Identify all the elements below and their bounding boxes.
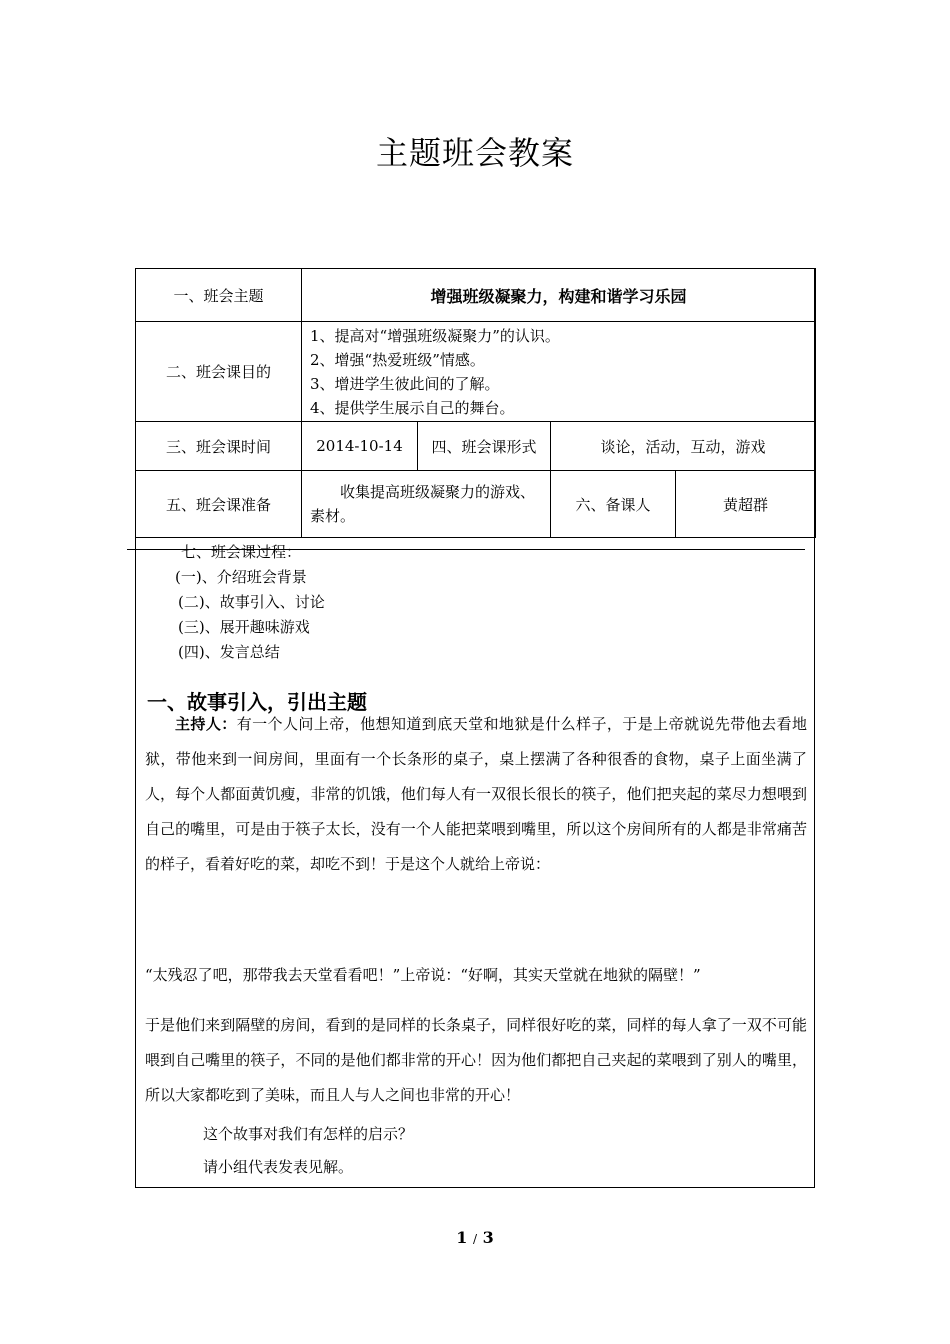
form-label: 四、班会课形式 (418, 422, 551, 471)
goals-list (302, 322, 816, 422)
prep-label: 五、班会课准备 (136, 471, 302, 538)
process-step: (二)、故事引入、讨论 (178, 593, 325, 611)
section-heading: 一、故事引入，引出主题 (147, 690, 367, 714)
theme-label: 一、班会主题 (136, 269, 302, 322)
theme-value: 增强班级凝聚力，构建和谐学习乐园 (302, 269, 816, 322)
story-paragraph-1 (145, 707, 807, 882)
table-row (136, 269, 816, 322)
total-pages: 3 (482, 1228, 494, 1247)
process-step: (一)、介绍班会背景 (175, 568, 307, 586)
lesson-info-table (135, 268, 816, 538)
goal-item: 2、增强“热爱班级”情感。 (310, 350, 485, 369)
table-row (136, 322, 816, 422)
page-title: 主题班会教案 (375, 134, 574, 172)
current-page: 1 (456, 1228, 468, 1247)
goals-label: 二、班会课目的 (136, 322, 302, 422)
process-step: (三)、展开趣味游戏 (178, 618, 310, 636)
story-text-1: 有一个人问上帝，他想知道到底天堂和地狱是什么样子，于是上帝就说先带他去看地狱，带他来到一间房间，里面有一个长条形的桌子，桌上摆满了各种很香的食物，桌子上面坐满了人，每个人都面黄饥瘦，非常的饥饿，他们每人有一双很长很长的筷子，他们把夹起的菜尽力想喂到自己的嘴里，可是由于筷子太长，没有一个人能把菜喂到嘴里，所以这个房间所有的人都是非常痛苦的样子，看着好吃的菜，却吃不到！于是这个人就给上帝说： (145, 715, 807, 873)
author-label: 六、备课人 (551, 471, 676, 538)
table-row (136, 422, 816, 471)
form-value: 谈论，活动，互动，游戏 (551, 422, 816, 471)
process-heading: 七、班会课过程： (181, 543, 302, 561)
process-section (175, 540, 325, 665)
goal-item: 4、提供学生展示自己的舞台。 (310, 398, 515, 417)
goal-item: 1、提高对“增强班级凝聚力”的认识。 (310, 326, 560, 345)
table-row (136, 471, 816, 538)
question-1: 这个故事对我们有怎样的启示？ (203, 1125, 414, 1143)
page-number (0, 1228, 950, 1247)
host-label: 主持人： (175, 715, 237, 733)
process-step: (四)、发言总结 (178, 643, 280, 661)
quote-line: “太残忍了吧，那带我去天堂看看吧！”上帝说：“好啊，其实天堂就在地狱的隔壁！” (145, 966, 701, 984)
question-2: 请小组代表发表见解。 (203, 1158, 354, 1176)
time-label: 三、班会课时间 (136, 422, 302, 471)
story-paragraph-2: 于是他们来到隔壁的房间，看到的是同样的长条桌子，同样很好吃的菜，同样的每人拿了一双不可能喂到自己嘴里的筷子，不同的是他们都非常的开心！因为他们都把自己夹起的菜喂到了别人的嘴里，所以大家都吃到了美味，而且人与人之间也非常的开心！ (145, 1016, 807, 1104)
strike-line (127, 549, 805, 550)
prep-value: 收集提高班级凝聚力的游戏、素材。 (302, 471, 551, 538)
time-value: 2014-10-14 (302, 422, 418, 471)
goal-item: 3、增进学生彼此间的了解。 (310, 374, 500, 393)
page-separator: / (472, 1232, 478, 1246)
author-value: 黄超群 (676, 471, 816, 538)
